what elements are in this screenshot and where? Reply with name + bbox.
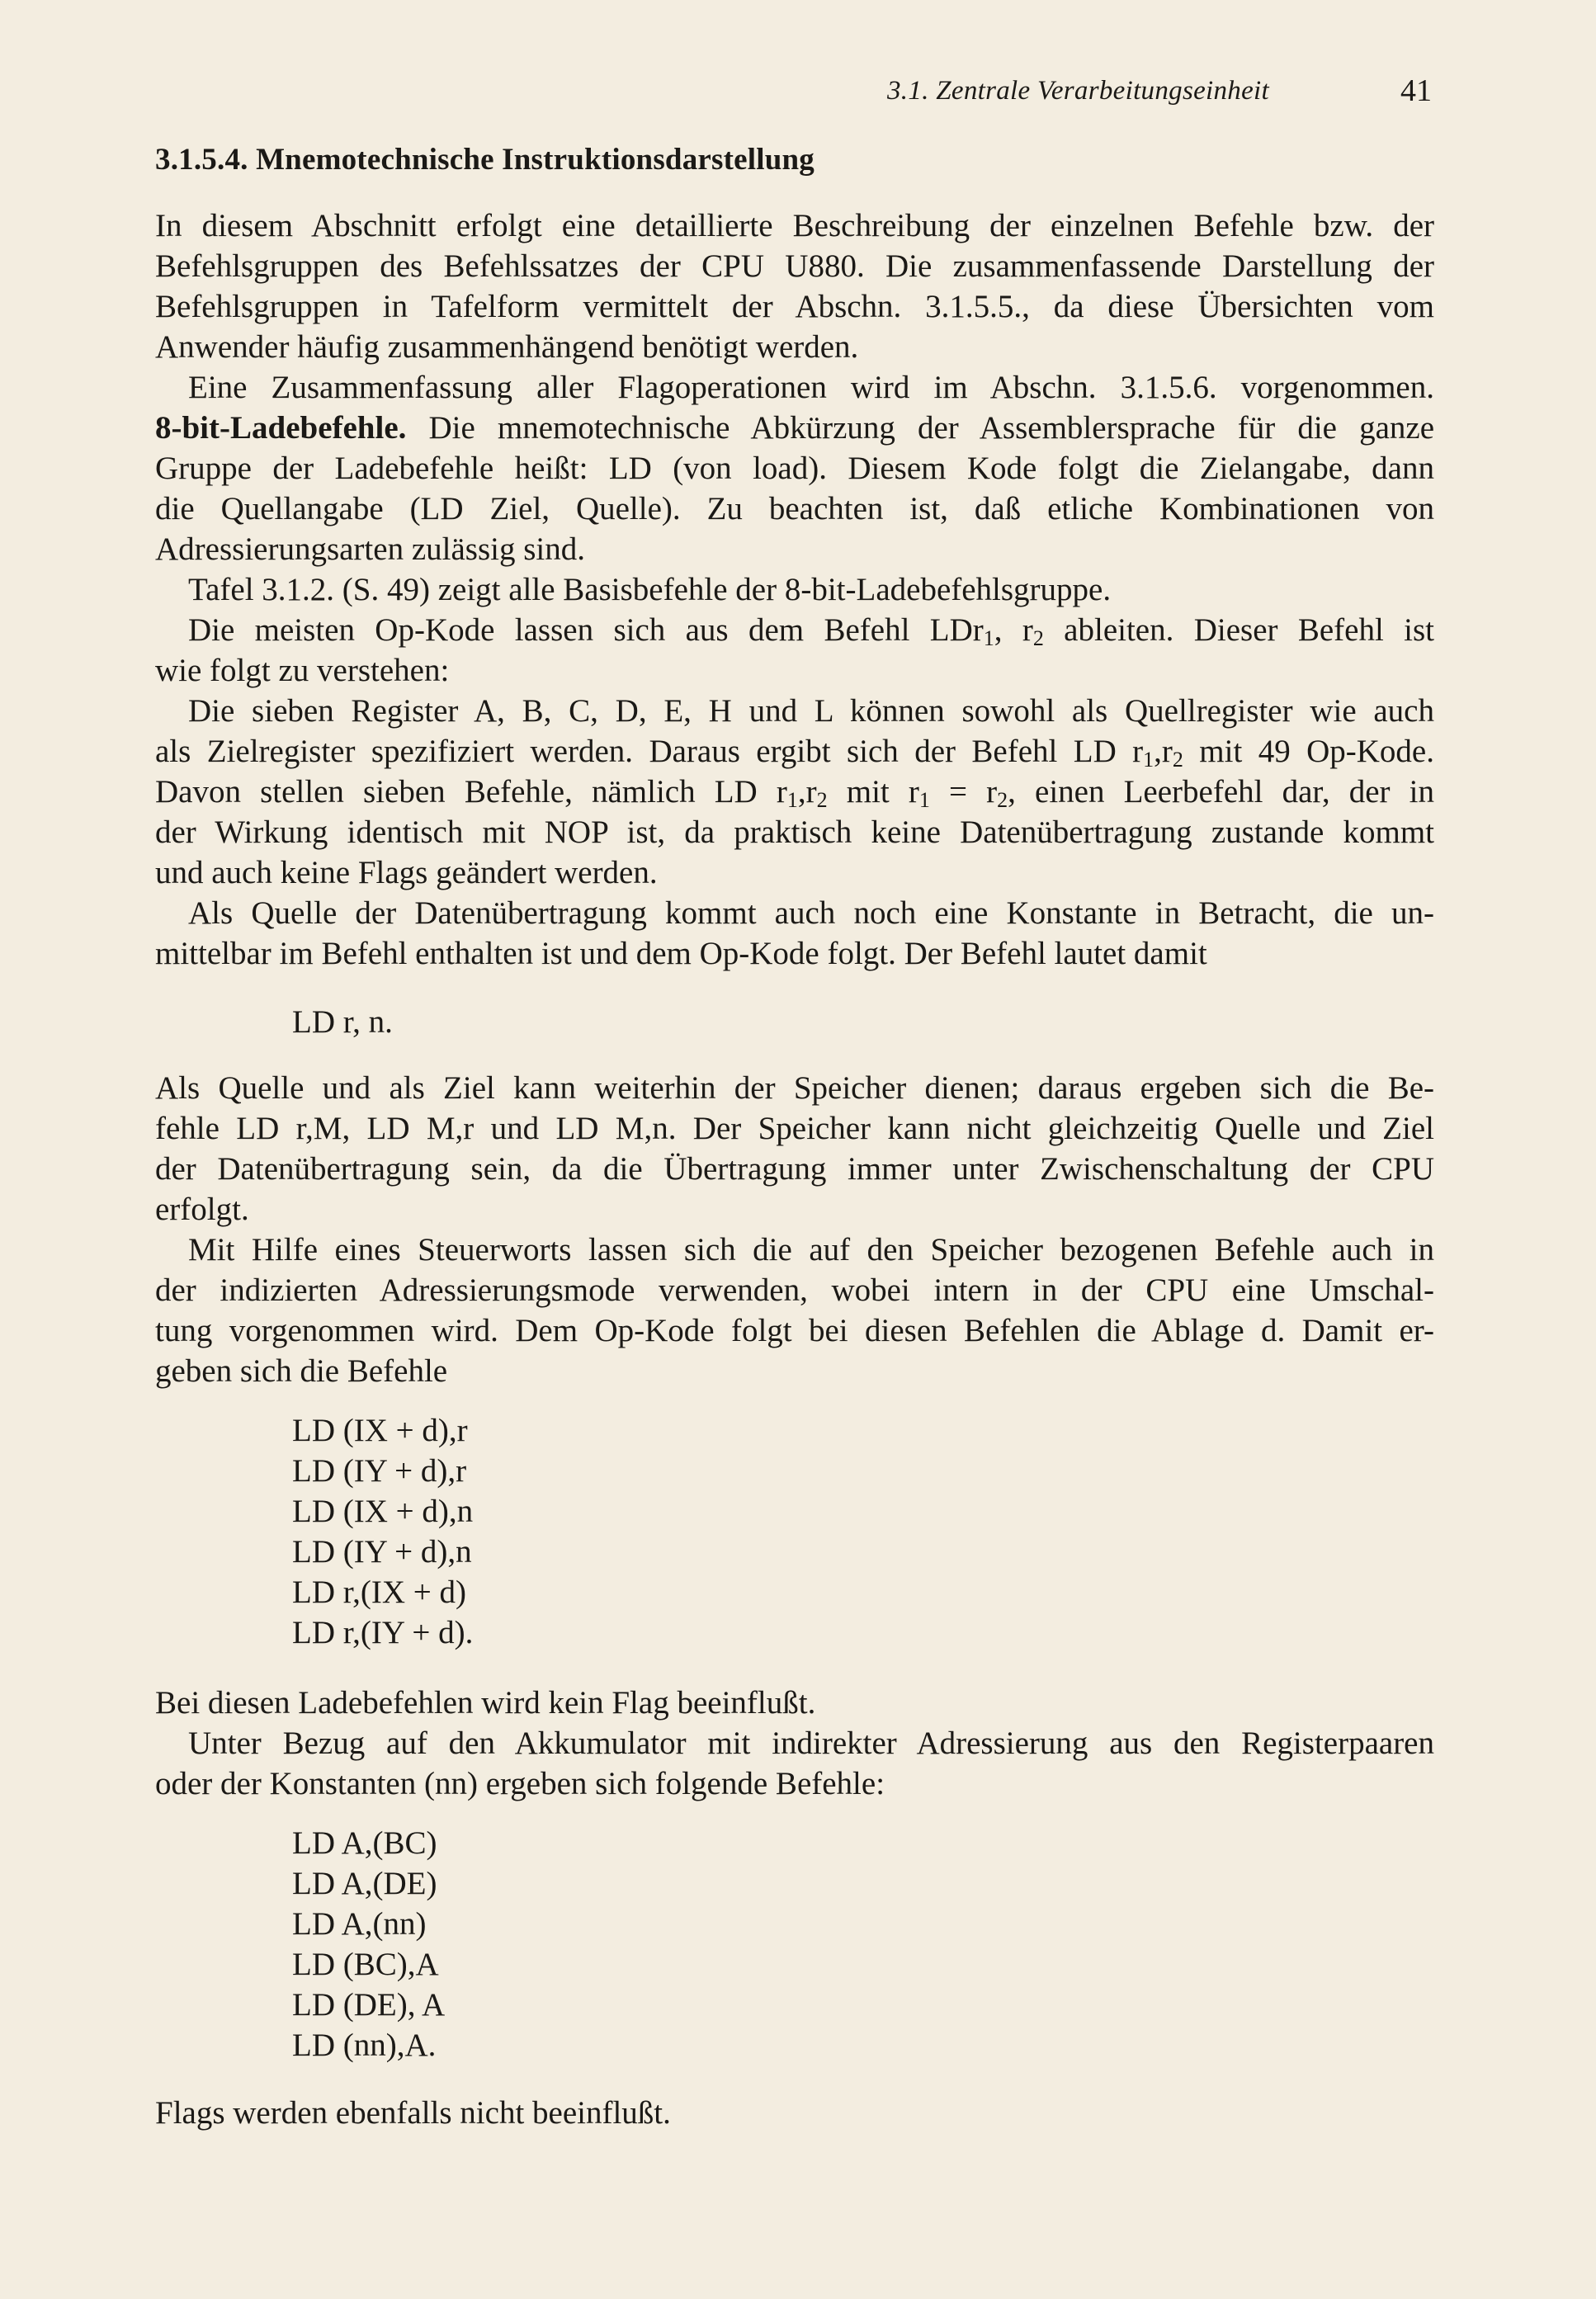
paragraph-line: der indizierten Adressierungsmode verwenden, wobei intern in der CPU eine Umschal- bbox=[155, 1272, 1434, 1308]
code-line: LD (nn),A. bbox=[292, 2028, 437, 2063]
code-line: LD (DE), A bbox=[292, 1987, 446, 2023]
section-heading bbox=[155, 142, 815, 177]
paragraph-line: Anwender häufig zusammenhängend benötigt werden. bbox=[155, 329, 859, 365]
paragraph-line: Davon stellen sieben Befehle, nämlich LD $r_1,r_2$ mit $r_1 = r_2$, einen Leerbefehl dar, der in bbox=[155, 774, 1434, 812]
code-line: LD (IX + d),r bbox=[292, 1413, 468, 1448]
paragraph-line: als Zielregister spezifiziert werden. Daraus ergibt sich der Befehl LD $r_1,r_2$ mit 49 Op-Kode. bbox=[155, 734, 1434, 772]
paragraph-line: Eine Zusammenfassung aller Flagoperationen wird im Abschn. 3.1.5.6. vorgenommen. bbox=[188, 370, 1434, 405]
code-line: LD r,(IX + d) bbox=[292, 1574, 467, 1610]
paragraph-line: tung vorgenommen wird. Dem Op-Kode folgt bei diesen Befehlen die Ablage d. Damit er- bbox=[155, 1313, 1434, 1348]
code-line: LD (BC),A bbox=[292, 1947, 439, 1982]
run-in-heading: 8-bit-Ladebefehle. bbox=[155, 410, 407, 446]
code-line: LD r, n. bbox=[292, 1004, 393, 1040]
paragraph-line: Adressierungsarten zulässig sind. bbox=[155, 531, 585, 567]
code-line: LD (IY + d),r bbox=[292, 1453, 467, 1489]
code-line: LD (IX + d),n bbox=[292, 1494, 474, 1529]
paragraph-line: Als Quelle der Datenübertragung kommt auch noch eine Konstante in Betracht, die un- bbox=[188, 895, 1434, 931]
paragraph-line: Flags werden ebenfalls nicht beeinflußt. bbox=[155, 2095, 671, 2131]
paragraph-line: Mit Hilfe eines Steuerworts lassen sich die auf den Speicher bezogenen Befehle auch in bbox=[188, 1232, 1434, 1268]
paragraph-line: 8-bit-Ladebefehle. Die mnemotechnische Abkürzung der Assemblersprache für die ganze bbox=[155, 410, 1435, 446]
code-line: LD A,(BC) bbox=[292, 1825, 437, 1861]
paragraph-line: der Wirkung identisch mit NOP ist, da praktisch keine Datenübertragung zustande kommt bbox=[155, 814, 1434, 850]
paragraph-line: Befehlsgruppen in Tafelform vermittelt der Abschn. 3.1.5.5., da diese Übersichten vom bbox=[155, 289, 1434, 324]
paragraph-line: Als Quelle und als Ziel kann weiterhin der Speicher dienen; daraus ergeben sich die Be- bbox=[155, 1070, 1434, 1106]
paragraph-line: und auch keine Flags geändert werden. bbox=[155, 855, 658, 890]
paragraph-line: Befehlsgruppen des Befehlssatzes der CPU U880. Die zusammenfassende Darstellung der bbox=[155, 248, 1434, 284]
paragraph-line: geben sich die Befehle bbox=[155, 1353, 448, 1389]
page-number: 41 bbox=[1400, 73, 1432, 108]
paragraph-line: In diesem Abschnitt erfolgt eine detaillierte Beschreibung der einzelnen Befehle bzw. der bbox=[155, 208, 1434, 243]
section-number: 3.1.5.4. bbox=[155, 143, 248, 177]
paragraph-line: Tafel 3.1.2. (S. 49) zeigt alle Basisbefehle der 8-bit-Ladebefehlsgruppe. bbox=[188, 572, 1112, 607]
paragraph-line: oder der Konstanten (nn) ergeben sich folgende Befehle: bbox=[155, 1766, 885, 1801]
paragraph-line: Bei diesen Ladebefehlen wird kein Flag beeinflußt. bbox=[155, 1685, 816, 1721]
paragraph-line: der Datenübertragung sein, da die Übertragung immer unter Zwischenschaltung der CPU bbox=[155, 1151, 1434, 1187]
paragraph-line: fehle LD r,M, LD M,r und LD M,n. Der Speicher kann nicht gleichzeitig Quelle und Ziel bbox=[155, 1111, 1434, 1146]
section-title: Mnemotechnische Instruktionsdarstellung bbox=[256, 143, 815, 177]
code-line: LD (IY + d),n bbox=[292, 1534, 472, 1570]
paragraph-line: Gruppe der Ladebefehle heißt: LD (von load). Diesem Kode folgt die Zielangabe, dann bbox=[155, 451, 1434, 486]
paragraph-line: Die sieben Register A, B, C, D, E, H und L können sowohl als Quellregister wie auch bbox=[188, 693, 1434, 729]
paragraph-line: Unter Bezug auf den Akkumulator mit indirekter Adressierung aus den Registerpaaren bbox=[188, 1725, 1434, 1761]
code-line: LD r,(IY + d). bbox=[292, 1615, 474, 1650]
paragraph-line: mittelbar im Befehl enthalten ist und dem Op-Kode folgt. Der Befehl lautet damit bbox=[155, 936, 1207, 971]
running-header-title: 3.1. Zentrale Verarbeitungseinheit bbox=[887, 76, 1269, 106]
code-line: LD A,(nn) bbox=[292, 1906, 427, 1942]
paragraph-line: die Quellangabe (LD Ziel, Quelle). Zu beachten ist, daß etliche Kombinationen von bbox=[155, 491, 1434, 526]
running-header bbox=[887, 73, 1432, 114]
paragraph-line: Die meisten Op-Kode lassen sich aus dem Befehl LDr$_1$, $r_2$ ableiten. Dieser Befehl ist bbox=[188, 612, 1434, 650]
code-line: LD A,(DE) bbox=[292, 1866, 437, 1901]
paragraph-line: wie folgt zu verstehen: bbox=[155, 653, 450, 688]
paragraph-line: erfolgt. bbox=[155, 1192, 249, 1227]
